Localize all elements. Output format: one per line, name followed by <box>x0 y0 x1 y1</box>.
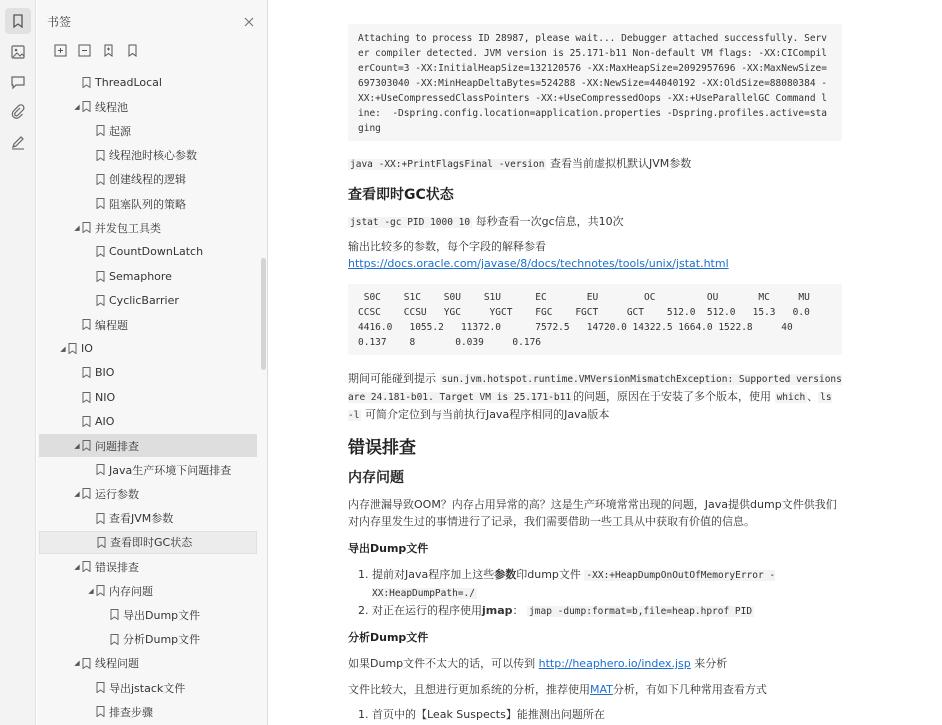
bookmark-item[interactable] <box>39 628 257 651</box>
expand-arrow-icon[interactable]: ◢ <box>74 659 80 668</box>
expand-arrow-icon[interactable]: ◢ <box>74 489 80 498</box>
text: 可简介定位到与当前执行Java程序相同的Java版本 <box>361 408 610 421</box>
bookmark-icon[interactable] <box>5 8 31 34</box>
bookmark-item[interactable] <box>39 603 257 626</box>
bookmark-icon <box>82 77 91 88</box>
inline-code: jstat -gc PID 1000 10 <box>350 217 471 228</box>
bookmark-item[interactable] <box>39 579 257 602</box>
heading-export-dump: 导出Dump文件 <box>348 542 429 555</box>
tool-rail <box>0 0 36 725</box>
bookmark-icon <box>96 513 105 524</box>
inline-code: sun.jvm.hotspot.runtime.VMVersionMismatchException: Supported versions are 24.181-b01. Target VM is 25.171-b11 <box>348 374 842 403</box>
text: 、 <box>807 390 819 403</box>
bookmark-item[interactable] <box>39 700 257 723</box>
bookmark-label: 线程池时核心参数 <box>109 149 197 163</box>
text: 分析，有如下几种常用查看方式 <box>612 683 767 696</box>
inline-code: which <box>776 392 806 403</box>
bookmark-icon <box>96 174 105 185</box>
list-item <box>372 602 842 620</box>
expand-arrow-icon[interactable]: ◢ <box>60 344 66 353</box>
bookmark-label: 错误排查 <box>95 560 139 574</box>
text: ： <box>512 604 528 617</box>
inline-code: jmap -dump:format=b,file=heap.hprof PID <box>529 606 753 617</box>
bookmark-label: 线程池 <box>95 100 128 114</box>
bookmark-item[interactable] <box>39 144 257 167</box>
bookmark-item[interactable] <box>39 434 257 457</box>
text: 对正在运行的程序使用 <box>372 604 482 617</box>
bookmark-label: 内存问题 <box>109 584 153 598</box>
bookmark-item[interactable] <box>39 265 257 288</box>
bookmark-label: 导出Dump文件 <box>123 608 201 622</box>
bookmark-item[interactable] <box>39 386 257 409</box>
bookmark-item[interactable] <box>39 361 257 384</box>
expand-arrow-icon[interactable]: ◢ <box>74 223 80 232</box>
bookmark-item[interactable] <box>39 531 257 554</box>
bookmark-label: BIO <box>95 366 115 380</box>
bookmark-label: 创建线程的逻辑 <box>109 173 186 187</box>
text: 查看当前虚拟机默认JVM参数 <box>546 157 692 170</box>
inline-code: -XX:+HeapDumpOnOutOfMemoryError -XX:HeapDumpPath=./ <box>372 570 776 599</box>
image-icon[interactable] <box>5 39 31 65</box>
bookmark-label: AIO <box>95 414 115 428</box>
bookmark-icon <box>96 295 105 306</box>
bookmark-icon <box>96 585 105 596</box>
bookmark-label: 运行参数 <box>95 487 139 501</box>
bold-text: jmap <box>482 604 513 617</box>
bookmark-icon[interactable] <box>123 41 141 59</box>
jstat-doc-link[interactable]: https://docs.oracle.com/javase/8/docs/technotes/tools/unix/jstat.html <box>348 257 729 270</box>
bookmark-item[interactable] <box>39 482 257 505</box>
bookmark-label: 查看JVM参数 <box>109 512 174 526</box>
comment-icon[interactable] <box>5 69 31 95</box>
text: 期间可能碰到提示 <box>348 372 440 385</box>
bookmark-label: NIO <box>95 390 116 404</box>
bookmark-icon <box>82 416 91 427</box>
bookmark-icon <box>96 271 105 282</box>
bookmark-icon <box>82 561 91 572</box>
text: 如果Dump文件不太大的话，可以传到 <box>348 657 539 670</box>
bookmark-icon <box>96 125 105 136</box>
heading-gc-status: 查看即时GC状态 <box>348 187 454 203</box>
expand-arrow-icon[interactable]: ◢ <box>74 562 80 571</box>
bookmark-item[interactable] <box>39 337 257 360</box>
panel-title: 书签 <box>47 15 72 29</box>
bookmark-label: 起源 <box>109 124 131 138</box>
text: 的问题，原因在于安装了多个版本，使用 <box>573 390 775 403</box>
bold-text: 参数 <box>494 568 517 581</box>
bookmark-icon <box>82 101 91 112</box>
expand-arrow-icon[interactable]: ◢ <box>88 586 94 595</box>
bookmark-item[interactable] <box>39 240 257 263</box>
list-item: 1. 首页中的【Leak Suspects】能推测出问题所在 <box>372 706 842 723</box>
signature-icon[interactable] <box>5 129 31 155</box>
paragraph <box>348 238 842 272</box>
bookmark-icon <box>82 222 91 233</box>
paragraph <box>348 681 842 698</box>
bookmark-label: Java生产环境下问题排查 <box>109 463 232 477</box>
bookmark-icon <box>82 658 91 669</box>
bookmark-icon <box>68 343 77 354</box>
bookmark-icon <box>96 706 105 717</box>
bookmark-item[interactable] <box>39 507 257 530</box>
bookmark-label: 导出jstack文件 <box>109 681 186 695</box>
paragraph <box>348 213 842 231</box>
bookmark-panel <box>37 0 268 725</box>
bookmark-icon <box>110 634 119 645</box>
bookmark-icon <box>110 609 119 620</box>
bookmark-item[interactable] <box>39 458 257 481</box>
bookmark-item[interactable] <box>39 168 257 191</box>
bookmark-item[interactable] <box>39 313 257 336</box>
bookmark-item[interactable] <box>39 555 257 578</box>
heading-memory-issues: 内存问题 <box>348 470 404 486</box>
bookmark-item[interactable] <box>39 95 257 118</box>
expand-arrow-icon[interactable]: ◢ <box>74 102 80 111</box>
bookmark-label: 分析Dump文件 <box>123 633 201 647</box>
scrollbar[interactable] <box>261 258 266 370</box>
heading-error-troubleshooting: 错误排查 <box>348 438 416 458</box>
bookmark-icon <box>96 464 105 475</box>
bookmark-icon <box>82 319 91 330</box>
bookmark-icon <box>96 246 105 257</box>
expand-arrow-icon[interactable]: ◢ <box>74 441 80 450</box>
bookmark-item[interactable] <box>39 676 257 699</box>
text: 来分析 <box>690 657 728 670</box>
collapse-all-icon[interactable] <box>75 41 93 59</box>
bookmark-label: ThreadLocal <box>95 76 162 89</box>
bookmark-item[interactable] <box>39 289 257 312</box>
bookmark-icon <box>82 488 91 499</box>
bookmark-icon <box>96 682 105 693</box>
bookmark-icon <box>82 392 91 403</box>
text: 文件比较大，且想进行更加系统的分析，推荐使用 <box>348 683 590 696</box>
paragraph <box>348 155 842 173</box>
inline-code: ls -l <box>348 392 832 421</box>
expand-all-icon[interactable] <box>51 41 69 59</box>
bookmark-toolbar <box>51 41 141 59</box>
bookmark-label: 问题排查 <box>95 439 139 453</box>
bookmark-item[interactable] <box>39 652 257 675</box>
heaphero-link[interactable]: http://heaphero.io/index.jsp <box>538 657 691 670</box>
bookmark-icon <box>96 198 105 209</box>
bookmark-label: 查看即时GC状态 <box>110 536 193 550</box>
add-bookmark-icon[interactable] <box>99 41 117 59</box>
bookmark-label: CountDownLatch <box>109 245 204 259</box>
gc-output-block: S0C S1C S0U S1U EC EU OC OU MC MU CCSC CCSU YGC YGCT FGC FGCT GCT 512.0 512.0 15.3 0.0 4416.0 1055.2 11372.0 7572.5 14720.0 14322.5 1664.0 1522.8 40 0.137 8 0.039 0.176 <box>348 284 842 355</box>
inline-code: java -XX:+PrintFlagsFinal -version <box>350 159 545 170</box>
list-item <box>372 566 842 602</box>
paragraph: 内存泄漏导致OOM？内存占用异常的高？这是生产环境常常出现的问题，Java提供dump文件供我们对内存里发生过的事情进行了记录，我们需要借助一些工具从中获取有价值的信息。 <box>348 498 837 528</box>
bookmark-label: 排查步骤 <box>109 705 153 719</box>
attachment-icon[interactable] <box>5 99 31 125</box>
export-dump-list <box>348 566 842 620</box>
bookmark-icon <box>96 150 105 161</box>
text: 提前对Java程序加上这些 <box>372 568 495 581</box>
bookmark-label: Semaphore <box>109 269 172 283</box>
paragraph <box>348 655 842 672</box>
bookmark-label: CyclicBarrier <box>109 293 179 307</box>
bookmark-label: 阻塞队列的策略 <box>109 197 186 211</box>
bookmark-icon <box>82 367 91 378</box>
close-icon[interactable] <box>243 13 255 25</box>
bookmark-label: 编程题 <box>95 318 128 332</box>
bookmark-item[interactable] <box>39 119 257 142</box>
analyze-dump-list <box>348 706 842 723</box>
bookmark-item[interactable] <box>39 216 257 239</box>
document-view <box>270 0 942 725</box>
bookmark-label: 并发包工具类 <box>95 221 161 235</box>
bookmark-item[interactable] <box>39 410 257 433</box>
bookmark-item[interactable] <box>39 71 257 94</box>
bookmark-label: 线程问题 <box>95 657 139 671</box>
text: 每秒查看一次gc信息，共10次 <box>472 215 624 228</box>
bookmark-label: IO <box>81 342 93 356</box>
code-block: Attaching to process ID 28987, please wait... Debugger attached successfully. Server compiler detected. JVM version is 25.171-b11 Non-default VM flags: -XX:CICompilerCount=3 -XX:InitialHeapSize=132120576 -XX:MaxHeapSize=2092957696 -XX:MaxNewSize=697303040 -XX:MinHeapDeltaBytes=524288 -XX:NewSize=44040192 -XX:OldSize=88080384 -XX:+UseCompressedClassPointers -XX:+UseCompressedOops -XX:+UseParallelGC Command line: -Dspring.config.location=application.properties -Dspring.profiles.active=staging <box>348 24 842 141</box>
mat-link[interactable]: MAT <box>590 683 613 696</box>
heading-analyze-dump: 分析Dump文件 <box>348 631 429 644</box>
bookmark-item[interactable] <box>39 192 257 215</box>
text: 输出比较多的参数，每个字段的解释参看 <box>348 240 546 253</box>
bookmark-icon <box>82 440 91 451</box>
bookmark-icon <box>97 537 106 548</box>
paragraph <box>348 370 842 424</box>
text: 印dump文件 <box>516 568 585 581</box>
